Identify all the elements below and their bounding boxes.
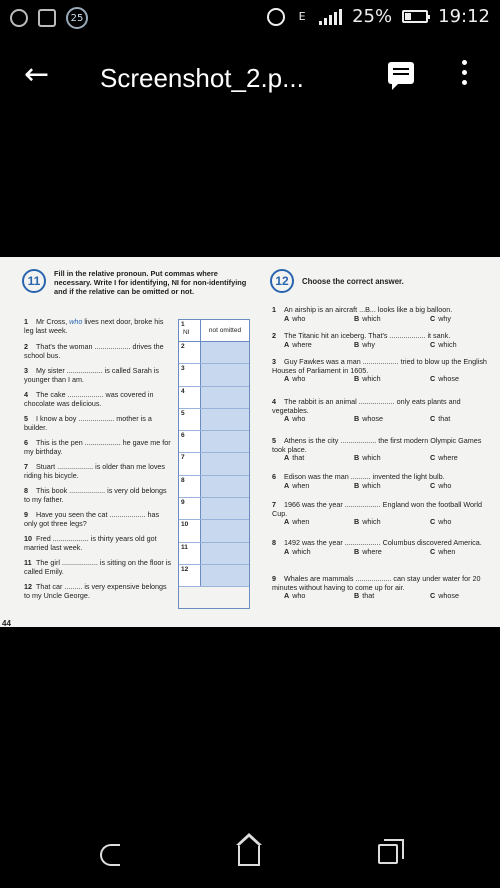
item-number: 9 — [24, 510, 28, 519]
option-letter: B — [354, 339, 360, 349]
option-c[interactable] — [430, 518, 451, 527]
ex11-item — [24, 535, 174, 552]
option-text: when — [438, 546, 456, 556]
option-text: which — [362, 517, 381, 527]
image-icon — [38, 9, 56, 27]
option-b[interactable] — [354, 415, 430, 424]
option-letter: B — [354, 591, 360, 601]
question-text: Whales are mammals .................. can stay under water for 20 minutes without having to come up for air. — [272, 574, 481, 592]
example-answer: who — [69, 317, 83, 326]
option-a[interactable] — [284, 415, 354, 424]
option-a[interactable] — [284, 482, 354, 491]
grid-row-number: 5 — [179, 409, 201, 430]
ex12-item — [272, 398, 496, 424]
grid-answer-cell[interactable] — [201, 387, 249, 408]
grid-answer-cell[interactable] — [201, 364, 249, 385]
recent-apps-icon[interactable] — [378, 844, 398, 864]
ex11-item — [24, 559, 174, 576]
item-number: 3 — [272, 357, 276, 366]
grid-row-number: 8 — [179, 476, 201, 497]
back-icon[interactable] — [100, 844, 120, 866]
option-c[interactable] — [430, 592, 459, 601]
option-text: who — [292, 414, 306, 424]
grid-row — [179, 431, 249, 453]
grid-row — [179, 498, 249, 520]
item-text: This is the pen .................. he gave me for my birthday. — [24, 438, 171, 456]
ex11-item — [24, 367, 174, 384]
item-number: 6 — [272, 472, 276, 481]
item-number: 4 — [272, 397, 276, 406]
grid-row — [179, 453, 249, 475]
notification-icon: 25 — [66, 7, 88, 29]
option-text: which — [438, 339, 457, 349]
worksheet-image — [0, 257, 500, 627]
option-text: who — [438, 517, 452, 527]
grid-row-number: 12 — [179, 565, 201, 586]
item-text: That car ......... is very expensive belongs to my Uncle George. — [24, 582, 167, 600]
item-text: Stuart .................. is older than me loves riding his bicycle. — [24, 462, 166, 480]
answer-grid — [178, 319, 250, 609]
option-letter: C — [430, 453, 436, 463]
clock: 19:12 — [438, 6, 490, 27]
grid-row — [179, 565, 249, 587]
option-letter: C — [430, 546, 436, 556]
item-number: 5 — [24, 414, 28, 423]
option-b[interactable] — [354, 482, 430, 491]
grid-answer-cell[interactable] — [201, 543, 249, 564]
grid-row — [179, 520, 249, 542]
option-letter: A — [284, 517, 290, 527]
exercise-12-badge: 12 — [270, 269, 294, 293]
item-number: 2 — [24, 342, 28, 351]
item-number: 12 — [24, 582, 32, 591]
grid-row-number: 10 — [179, 520, 201, 541]
ex11-item — [24, 415, 174, 432]
option-text: which — [292, 546, 311, 556]
item-text-rest: lives next door, broke his leg last week. — [24, 317, 164, 335]
grid-answer-cell[interactable] — [201, 565, 249, 586]
item-text: The cake .................. was covered in chocolate was delicious. — [24, 390, 154, 408]
item-number: 9 — [272, 574, 276, 583]
option-a[interactable] — [284, 375, 354, 384]
option-letter: A — [284, 414, 290, 424]
option-b[interactable] — [354, 548, 430, 557]
question-text: Athens is the city .................. the first modern Olympic Games took place. — [272, 436, 482, 454]
option-text: where — [292, 339, 312, 349]
answer-options — [272, 415, 496, 424]
option-b[interactable] — [354, 315, 430, 324]
option-letter: A — [284, 374, 290, 384]
item-text: The girl .................. is sitting on the floor is called Emily. — [24, 558, 172, 576]
question-text: The Titanic hit an iceberg. That's .................. it sank. — [284, 331, 451, 340]
grid-row — [179, 387, 249, 409]
option-text: when — [292, 480, 310, 490]
option-text: why — [438, 313, 451, 323]
grid-answer-cell[interactable] — [201, 453, 249, 474]
ex11-item — [24, 583, 174, 600]
option-letter: C — [430, 517, 436, 527]
option-c[interactable] — [430, 482, 451, 491]
option-c[interactable] — [430, 315, 451, 324]
grid-row-number: 7 — [179, 453, 201, 474]
option-letter: B — [354, 414, 360, 424]
option-c[interactable] — [430, 454, 458, 463]
battery-icon — [402, 10, 428, 23]
option-text: who — [292, 374, 306, 384]
option-text: when — [292, 517, 310, 527]
option-text: whose — [438, 591, 459, 601]
option-text: that — [362, 591, 375, 601]
option-letter: A — [284, 591, 290, 601]
grid-header-right: not omitted — [208, 327, 242, 334]
grid-header — [179, 320, 249, 342]
grid-row — [179, 342, 249, 364]
option-a[interactable] — [284, 518, 354, 527]
status-left — [10, 7, 88, 29]
option-letter: B — [354, 480, 360, 490]
exercise-11-header — [22, 269, 254, 296]
question-text: The rabbit is an animal .................. only eats plants and vegetables. — [272, 397, 461, 415]
grid-row — [179, 364, 249, 386]
answer-options — [272, 375, 496, 384]
option-a[interactable] — [284, 315, 354, 324]
exercise-11-badge: 11 — [22, 269, 46, 293]
item-text: I know a boy .................. mother is a builder. — [24, 414, 152, 432]
grid-row-number: 3 — [179, 364, 201, 385]
item-number: 8 — [272, 538, 276, 547]
ex11-item — [24, 439, 174, 456]
answer-options — [272, 548, 496, 557]
option-text: that — [292, 453, 305, 463]
answer-options — [272, 592, 496, 601]
grid-row — [179, 409, 249, 431]
page-number: 44 — [2, 619, 11, 627]
signal-icon — [319, 9, 342, 25]
option-c[interactable] — [430, 548, 455, 557]
answer-options — [272, 518, 496, 527]
question-text: An airship is an aircraft ...B... looks like a big balloon. — [284, 305, 453, 314]
option-b[interactable] — [354, 518, 430, 527]
option-text: where — [362, 546, 382, 556]
option-text: which — [362, 453, 381, 463]
option-c[interactable] — [430, 375, 459, 384]
ex12-item — [272, 539, 496, 556]
option-letter: A — [284, 480, 290, 490]
grid-row — [179, 543, 249, 565]
grid-answer-cell[interactable] — [201, 431, 249, 452]
option-text: who — [292, 313, 306, 323]
option-text: which — [362, 374, 381, 384]
question-text: 1966 was the year .................. England won the football World Cup. — [272, 500, 483, 518]
exercise-12-instruction: Choose the correct answer. — [302, 276, 404, 286]
option-text: that — [438, 414, 451, 424]
grid-row-number: 6 — [179, 431, 201, 452]
option-a[interactable] — [284, 592, 354, 601]
ex12-item — [272, 473, 496, 490]
option-letter: A — [284, 546, 290, 556]
home-icon[interactable] — [238, 844, 260, 866]
question-text: 1492 was the year .................. Columbus discovered America. — [284, 538, 482, 547]
option-b[interactable] — [354, 592, 430, 601]
item-number: 3 — [24, 366, 28, 375]
answer-options — [272, 341, 496, 350]
option-text: whose — [362, 414, 383, 424]
option-letter: B — [354, 313, 360, 323]
item-number: 1 — [272, 305, 276, 314]
item-text: Have you seen the cat .................. has only got three legs? — [24, 510, 160, 528]
option-text: which — [362, 313, 381, 323]
item-number: 4 — [24, 390, 28, 399]
option-text: why — [362, 339, 375, 349]
navigation-bar — [0, 818, 500, 888]
ex11-item — [24, 463, 174, 480]
ex12-item — [272, 358, 496, 384]
option-text: who — [438, 480, 452, 490]
item-number: 2 — [272, 331, 276, 340]
status-bar — [0, 0, 500, 36]
option-c[interactable] — [430, 341, 457, 350]
item-number: 7 — [272, 500, 276, 509]
option-letter: C — [430, 339, 436, 349]
ex12-item — [272, 437, 496, 463]
status-right — [267, 6, 490, 27]
item-text: This book .................. is very old belongs to my father. — [24, 486, 167, 504]
option-b[interactable] — [354, 375, 430, 384]
option-c[interactable] — [430, 415, 450, 424]
answer-options — [272, 315, 496, 324]
option-text: whose — [438, 374, 459, 384]
option-letter: C — [430, 374, 436, 384]
app-icon — [10, 9, 28, 27]
network-type: E — [298, 9, 306, 23]
option-a[interactable] — [284, 454, 354, 463]
ex11-item — [24, 511, 174, 528]
grid-answer-cell[interactable] — [201, 409, 249, 430]
ex12-item — [272, 332, 496, 349]
grid-row-number: 11 — [179, 543, 201, 564]
option-a[interactable] — [284, 341, 354, 350]
option-b[interactable] — [354, 341, 430, 350]
item-text: That's the woman .................. drives the school bus. — [24, 342, 164, 360]
battery-percent: 25% — [352, 6, 393, 27]
option-letter: B — [354, 453, 360, 463]
file-title: Screenshot_2.p... — [100, 63, 304, 93]
alarm-icon — [267, 8, 285, 26]
option-letter: B — [354, 546, 360, 556]
item-text: Mr Cross, — [36, 317, 70, 326]
answer-options — [272, 482, 496, 491]
option-letter: C — [430, 313, 436, 323]
item-number: 8 — [24, 486, 28, 495]
item-number: 5 — [272, 436, 276, 445]
grid-header-left: 1 NI — [179, 320, 201, 341]
option-text: who — [292, 591, 306, 601]
option-letter: A — [284, 313, 290, 323]
ex11-item — [24, 318, 174, 335]
back-arrow-icon[interactable]: ← — [24, 57, 50, 92]
option-a[interactable] — [284, 548, 354, 557]
option-letter: B — [354, 517, 360, 527]
ex11-item — [24, 391, 174, 408]
grid-row-number: 2 — [179, 342, 201, 363]
more-options-icon[interactable] — [462, 60, 468, 88]
option-text: where — [438, 453, 458, 463]
item-number: 6 — [24, 438, 28, 447]
option-letter: C — [430, 414, 436, 424]
grid-answer-cell[interactable] — [201, 342, 249, 363]
question-text: Guy Fawkes was a man .................. tried to blow up the English Houses of Parliament in 1605. — [272, 357, 487, 375]
grid-answer-cell[interactable] — [201, 498, 249, 519]
comment-icon[interactable] — [388, 62, 414, 84]
option-letter: A — [284, 453, 290, 463]
option-b[interactable] — [354, 454, 430, 463]
option-letter: B — [354, 374, 360, 384]
exercise-11-instruction: Fill in the relative pronoun. Put commas where necessary. Write I for identifying, NI for non-identifying and if the relative can be omitted or not. — [54, 269, 247, 296]
option-letter: A — [284, 339, 290, 349]
option-letter: C — [430, 591, 436, 601]
ex12-item — [272, 306, 496, 323]
item-number: 1 — [24, 317, 28, 326]
app-bar — [0, 36, 500, 116]
ex12-item — [272, 575, 496, 601]
answer-options — [272, 454, 496, 463]
item-number: 10 — [24, 534, 32, 543]
question-text: Edison was the man .......... invented the light bulb. — [284, 472, 445, 481]
grid-answer-cell[interactable] — [201, 520, 249, 541]
ex11-item — [24, 487, 174, 504]
grid-row-number: 4 — [179, 387, 201, 408]
grid-row — [179, 476, 249, 498]
item-text: My sister .................. is called Sarah is younger than I am. — [24, 366, 160, 384]
grid-answer-cell[interactable] — [201, 476, 249, 497]
ex11-item — [24, 343, 174, 360]
option-letter: C — [430, 480, 436, 490]
option-text: which — [362, 480, 381, 490]
grid-row-number: 9 — [179, 498, 201, 519]
exercise-12-header — [270, 269, 490, 293]
ex12-item — [272, 501, 496, 527]
item-number: 11 — [24, 558, 32, 567]
item-text: Fred .................. is thirty years old got married last week. — [24, 534, 157, 552]
item-number: 7 — [24, 462, 28, 471]
